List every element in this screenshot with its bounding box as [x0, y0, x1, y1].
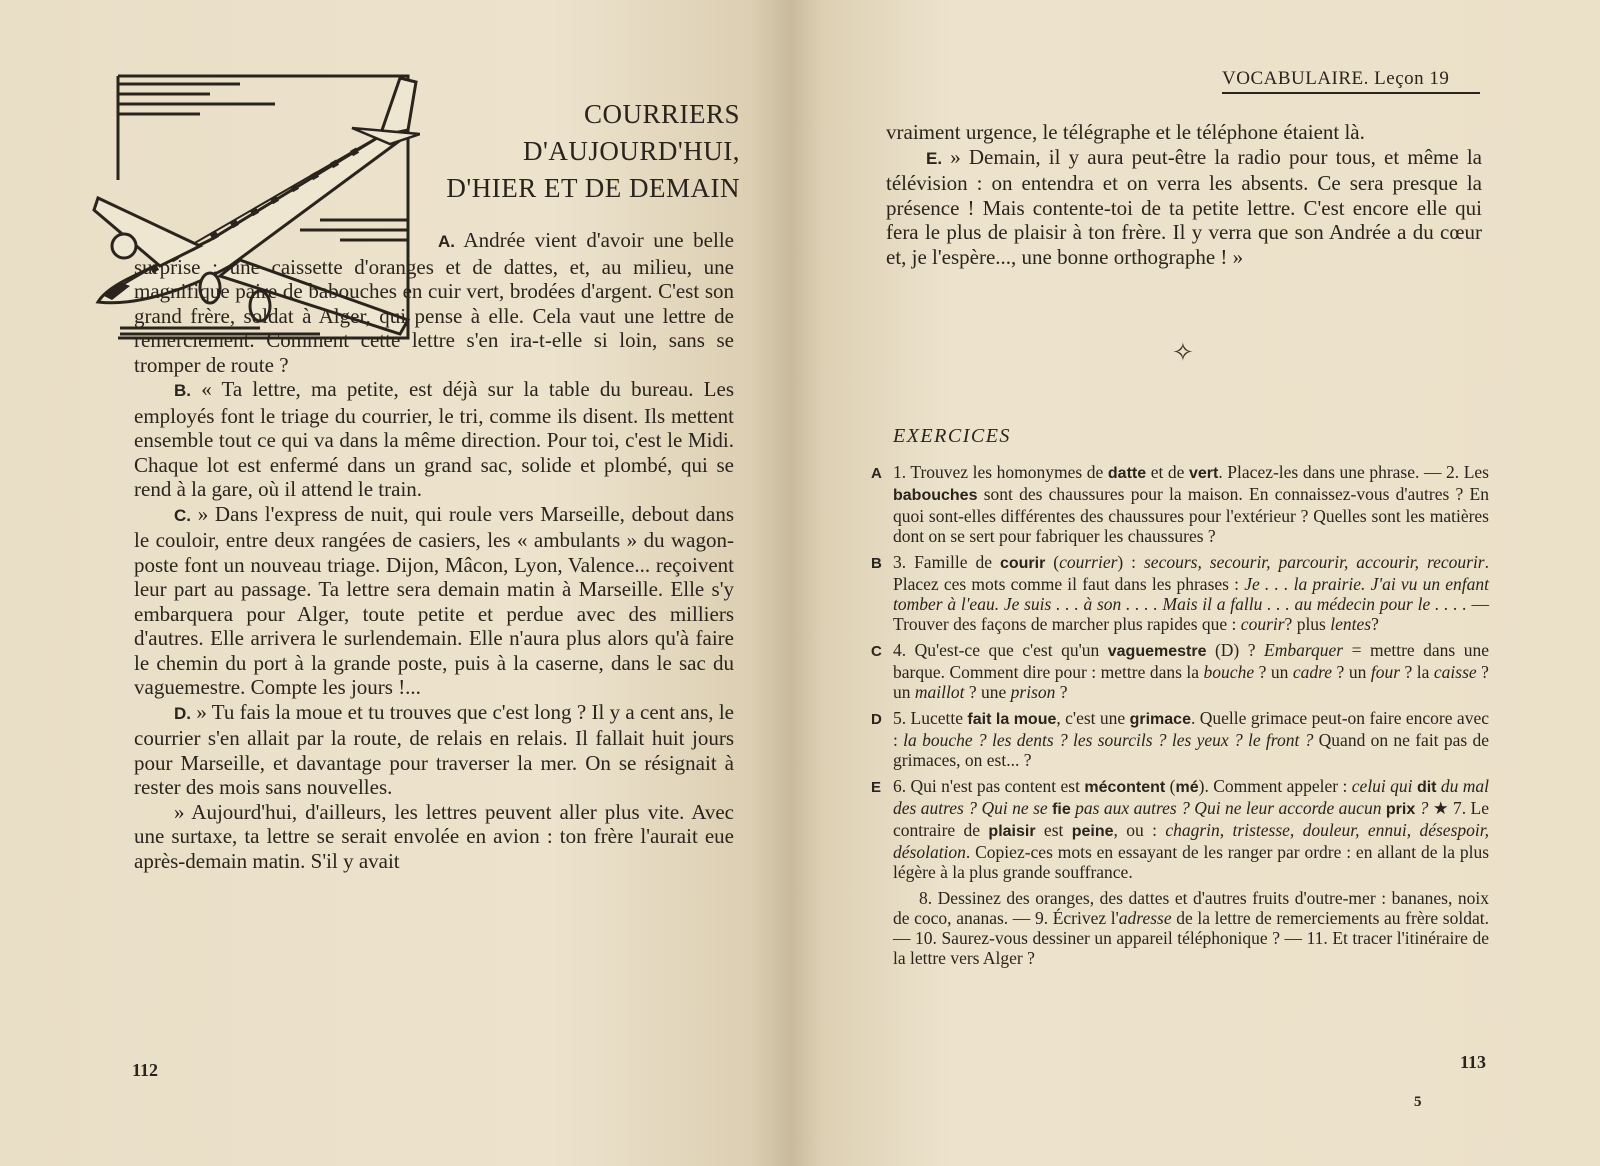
exercise-italic-text: courrier — [1059, 552, 1118, 572]
exercise-bold-term: dit — [1416, 779, 1437, 796]
paragraph-a — [134, 228, 734, 377]
exercise-text: ( — [1045, 552, 1060, 572]
continuation-line: vraiment urgence, le télégraphe et le téléphone étaient là. — [886, 120, 1365, 144]
exercise-bold-term: peine — [1071, 823, 1114, 840]
exercise-italic-text: prison — [1010, 682, 1056, 702]
exercise-italic-text: maillot — [914, 682, 965, 702]
exercise-bold-term: plaisir — [988, 823, 1036, 840]
exercise-text: ? un — [893, 662, 1489, 702]
paragraph-label: C. — [174, 505, 191, 525]
exercise-italic-text: Embarquer — [1264, 640, 1344, 660]
exercise-text: est — [1035, 820, 1072, 840]
exercise-text: ? un — [1254, 662, 1293, 682]
paragraph-text: » Dans l'express de nuit, qui roule vers Marseille, debout dans le couloir, entre deux rangées de casiers, les « ambulants » du wagon-poste font un nouveau triage. Dijon, Mâcon, Lyon, Valence... reçoivent leur part au passage. Ta lettre sera demain matin à Marseille. Elle s'y embarquera pour Alger, toute petite et perdue avec des milliers d'autres. Elle arrivera le surlendemain. Elle n'aura plus alors qu'à faire le chemin du port à la grande poste, puis à la caserne, dans le sac du vaguemestre. Compte les jours !... — [134, 501, 735, 699]
exercise-text: . Copiez-ces mots en essayant de les ranger par ordre : en allant de la plus légère à la plus grande souffrance. — [893, 842, 1489, 882]
paragraph-label: B. — [174, 381, 191, 400]
exercise-text: et de — [1146, 462, 1189, 482]
paragraph-text: » Demain, il y aura peut-être la radio pour tous, et même la télévision : on entendra et on verra les absents. Ce sera presque la présence ! Mais contente-toi de ta petite lettre. C'est encore elle qui fera le plus de plaisir à ton frère. Il y verra que son Andrée a du cœur et, je l'espère..., une bonne orthographe ! » — [886, 144, 1483, 269]
exercise-italic-text: four — [1370, 662, 1401, 682]
exercise-text: ? plus — [1284, 614, 1331, 634]
exercise-italic-text: lentes — [1330, 614, 1372, 634]
article-continuation — [886, 120, 1482, 269]
exercises-title: EXERCICES — [893, 425, 1011, 447]
paragraph-label: D. — [174, 703, 191, 723]
paragraph-continuation — [134, 800, 734, 874]
exercise-italic-text: la bouche ? les dents ? les sourcils ? les yeux ? le front ? — [903, 730, 1314, 750]
exercise-italic-text: du mal des autres ? Qui ne se — [893, 776, 1490, 818]
header-rule — [1222, 92, 1480, 94]
exercise-text: . Placez ces mots comme il faut dans les phrases : — [893, 552, 1489, 594]
exercise-bold-term: mécontent — [1084, 779, 1166, 796]
exercise-text: 6. Qui n'est pas content est — [893, 776, 1085, 796]
exercise-text: ? un — [1332, 662, 1371, 682]
ornament-star-icon: ✧ — [1172, 338, 1194, 368]
exercise-italic-text: celui qui — [1351, 776, 1417, 796]
exercise-text: 1. Trouvez les homonymes de — [893, 462, 1108, 482]
exercise-text: 5. Lucette — [893, 708, 968, 728]
exercise-italic-text: ? — [1415, 798, 1429, 818]
exercise-item — [871, 708, 1489, 770]
exercise-bold-term: grimace — [1129, 711, 1191, 728]
exercise-text: ? une — [964, 682, 1011, 702]
exercise-text: . Quelle grimace peut-on faire encore avec : — [893, 708, 1489, 750]
exercise-text: 4. Qu'est-ce que c'est qu'un — [893, 640, 1108, 660]
exercise-letter: A — [871, 465, 882, 482]
exercise-text: Quand on ne fait pas de grimaces, on est... ? — [893, 730, 1489, 770]
exercise-italic-text: cadre — [1292, 662, 1333, 682]
exercise-item — [871, 640, 1490, 702]
exercise-italic-text: bouche — [1203, 662, 1255, 682]
exercise-text: (D) ? — [1206, 640, 1265, 660]
exercise-text: , c'est une — [1056, 708, 1130, 728]
exercise-bold-term: fie — [1052, 801, 1071, 818]
exercise-text: de la lettre de remerciements au frère soldat. — 10. Saurez-vous dessiner un appareil téléphonique ? — 11. Et tracer l'itinéraire de la lettre vers Alger ? — [893, 908, 1489, 968]
article-title — [420, 96, 740, 207]
paragraph-b — [134, 377, 734, 502]
exercise-letter: C — [871, 643, 882, 660]
exercise-bold-term: prix — [1385, 801, 1416, 818]
exercise-bold-term: mé — [1175, 779, 1199, 796]
paragraph-label: A. — [438, 232, 455, 251]
exercise-text: — Trouver des façons de marcher plus rapides que : — [893, 594, 1489, 634]
exercise-item — [871, 776, 1490, 882]
exercise-text: 3. Famille de — [893, 552, 1000, 572]
exercise-text: ★ 7. Le contraire de — [893, 798, 1490, 840]
exercise-text: ). Comment appeler : — [1198, 776, 1352, 796]
exercise-text: sont des chaussures pour la maison. En connaissez-vous d'autres ? En quoi sont-elles différentes des chaussures pour l'extérieur ? Quelles sont les matières dont on se sert pour fabriquer les chaussures ? — [893, 484, 1489, 546]
exercise-item — [871, 552, 1490, 634]
paragraph-c — [134, 502, 734, 700]
exercise-italic-text: adresse — [1118, 908, 1172, 928]
exercise-letter: B — [871, 555, 882, 572]
title-line: D'HIER ET DE DEMAIN — [446, 173, 740, 203]
exercise-letter: D — [871, 711, 882, 728]
paragraph-text: « Ta lettre, ma petite, est déjà sur la table du bureau. Les employés font le triage du courrier, le tri, comme ils disent. Ils mettent ensemble tout ce qui va dans la même direction. Pour toi, c'est le Midi. Chaque lot est enfermé dans un grand sac, solide et plombé, qui se rend à la gare, où il attend le train. — [134, 377, 734, 501]
article-body — [134, 228, 734, 873]
running-header: VOCABULAIRE. Leçon 19 — [1222, 68, 1450, 89]
exercise-text: ( — [1165, 776, 1176, 796]
exercise-italic-text: chagrin, tristesse, douleur, ennui, désespoir, désolation — [893, 820, 1489, 862]
exercise-italic-text: courir — [1240, 614, 1285, 634]
exercise-italic-text: pas aux autres ? Qui ne leur accorde aucun — [1070, 798, 1386, 818]
paragraph-text: » Tu fais la moue et tu trouves que c'est long ? Il y a cent ans, le courrier s'en allait par la route, de relais en relais. Il fallait huit jours pour Marseille, et davantage pour traverser la mer. On se résignait à rester des mois sans nouvelles. — [134, 699, 735, 799]
exercise-bold-term: vert — [1189, 465, 1219, 482]
exercise-text: ? — [1055, 682, 1068, 702]
left-page — [0, 0, 790, 1166]
exercise-text: ? — [1371, 614, 1379, 634]
exercise-bold-term: vaguemestre — [1107, 643, 1207, 660]
exercise-text: ? la — [1400, 662, 1434, 682]
title-line: D'AUJOURD'HUI, — [523, 136, 740, 166]
exercise-italic-text: secours, secourir, parcourir, accourir, recourir — [1144, 552, 1485, 572]
page-number-left: 112 — [132, 1060, 159, 1080]
exercise-item — [871, 462, 1489, 546]
exercise-text: 8. Dessinez des oranges, des dattes et d'autres fruits d'outre-mer : bananes, noix de coco, ananas. — 9. Écrivez l' — [893, 888, 1489, 928]
paragraph-label: E. — [926, 148, 943, 168]
exercise-letter: E — [871, 779, 882, 796]
paragraph-text: Andrée vient d'avoir une belle surprise : une caissette d'oranges et de dattes, et, au milieu, une magnifique paire de babouches en cuir vert, brodées d'argent. C'est son grand frère, soldat à Alger, qui pense à elle. Cela vaut une lettre de remerciement. Comment cette lettre s'en ira-t-elle si loin, sans se tromper de route ? — [134, 228, 734, 377]
title-line: COURRIERS — [583, 99, 740, 129]
page-number-right: 113 — [1460, 1052, 1487, 1072]
exercise-bold-term: fait la moue — [967, 711, 1057, 728]
exercise-bold-term: babouches — [893, 487, 978, 504]
exercise-bold-term: datte — [1107, 465, 1147, 482]
paragraph-e — [886, 145, 1482, 270]
paragraph-text: » Aujourd'hui, d'ailleurs, les lettres peuvent aller plus vite. Avec une surtaxe, ta lettre se serait envolée en avion : ton frère l'aurait eue après-demain matin. S'il y avait — [134, 799, 734, 873]
exercise-italic-text: Je . . . la prairie. J'ai vu un enfant tomber à l'eau. Je suis . . . à son . . . . Mais il a fallu . . . au médecin pour le . . . . — [893, 574, 1490, 614]
exercise-bold-term: courir — [999, 555, 1046, 572]
exercise-text: ) : — [1117, 552, 1144, 572]
paragraph-d — [134, 700, 734, 800]
exercises-list — [871, 462, 1490, 974]
exercise-item — [893, 888, 1489, 968]
signature-mark: 5 — [1414, 1094, 1422, 1110]
exercise-text: = mettre dans une barque. Comment dire pour : mettre dans la — [893, 640, 1490, 682]
exercise-text: , ou : — [1113, 820, 1166, 840]
exercise-text: . Placez-les dans une phrase. — 2. Les — [1218, 462, 1489, 482]
exercise-italic-text: caisse — [1433, 662, 1477, 682]
